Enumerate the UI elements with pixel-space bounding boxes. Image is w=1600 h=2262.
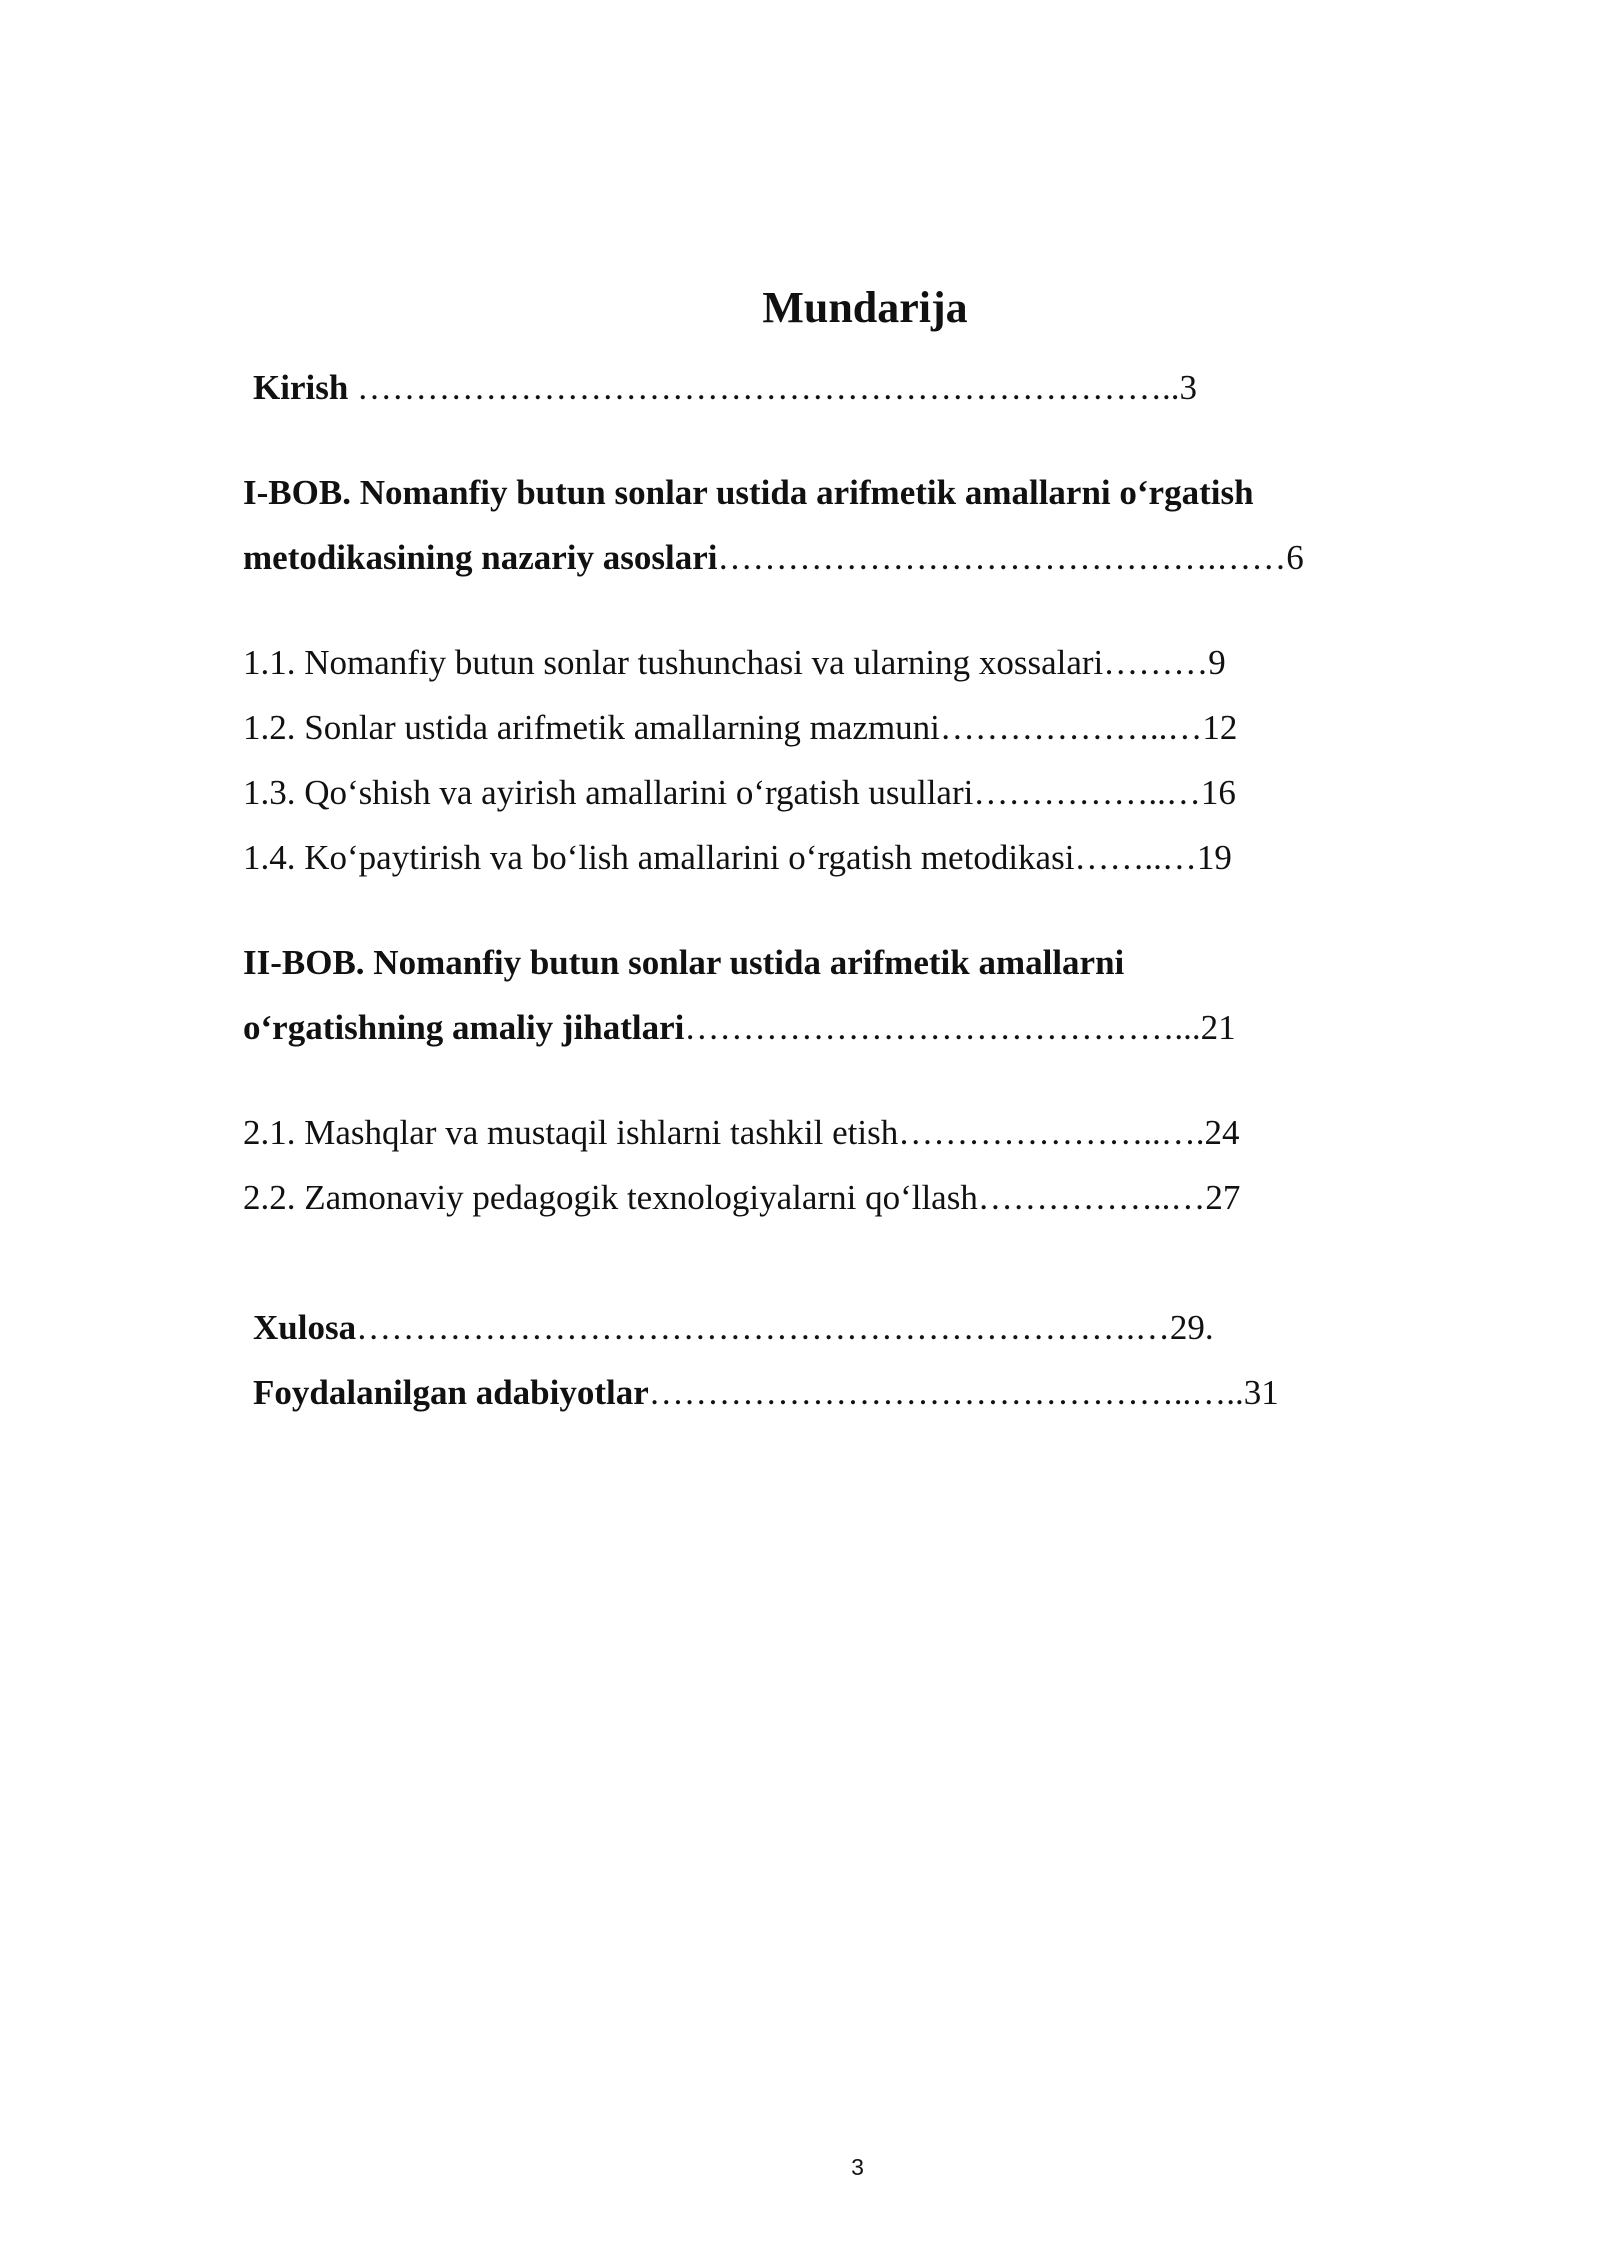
toc-entry-xulosa bbox=[253, 1303, 1214, 1353]
toc-section-1-1: 1.1. Nomanfiy butun sonlar tushunchasi va ularning xossalari………9 bbox=[243, 643, 1226, 682]
page-number: 3 bbox=[851, 2154, 864, 2180]
toc-chapter2-heading-cont bbox=[243, 1003, 1236, 1053]
toc-section-1-4: 1.4. Ko‘paytirish va bo‘lish amallarini o‘rgatish metodikasi……..…19 bbox=[243, 838, 1232, 877]
toc-entry-label: Kirish bbox=[253, 368, 349, 407]
toc-entry-leader: ………………………………………..…..31 bbox=[648, 1373, 1279, 1412]
toc-entry-leader: ……………………………………………………………..3 bbox=[348, 368, 1198, 407]
toc-entry-leader: ……………………………………...21 bbox=[684, 1008, 1236, 1047]
toc-chapter1-heading-cont bbox=[243, 533, 1304, 583]
toc-entry-label: Foydalanilgan adabiyotlar bbox=[253, 1373, 649, 1412]
toc-chapter2-heading: II-BOB. Nomanfiy butun sonlar ustida arifmetik amallarni bbox=[243, 943, 1125, 982]
toc-entry-kirish bbox=[253, 363, 1197, 413]
toc-section-2-1: 2.1. Mashqlar va mustaqil ishlarni tashkil etish…………………..….24 bbox=[243, 1113, 1240, 1152]
toc-entry-label: Xulosa bbox=[253, 1308, 357, 1347]
toc-entry-label: o‘rgatishning amaliy jihatlari bbox=[243, 1008, 685, 1047]
toc-section-1-3: 1.3. Qo‘shish va ayirish amallarini o‘rgatish usullari……………..…16 bbox=[243, 773, 1236, 812]
toc-entry-adabiyotlar bbox=[253, 1368, 1279, 1418]
toc-entry-leader: …………………………………….……6 bbox=[717, 538, 1304, 577]
toc-entry-label: metodikasining nazariy asoslari bbox=[243, 538, 718, 577]
toc-section-2-2: 2.2. Zamonaviy pedagogik texnologiyalarni qo‘llash……………..…27 bbox=[243, 1178, 1241, 1217]
toc-section-1-2: 1.2. Sonlar ustida arifmetik amallarning mazmuni………………..…12 bbox=[243, 708, 1238, 747]
toc-chapter1-heading: I-BOB. Nomanfiy butun sonlar ustida arifmetik amallarni o‘rgatish bbox=[243, 473, 1254, 512]
page-title: Mundarija bbox=[762, 283, 968, 332]
toc-entry-leader: ………………………………………………………….…29. bbox=[356, 1308, 1214, 1347]
